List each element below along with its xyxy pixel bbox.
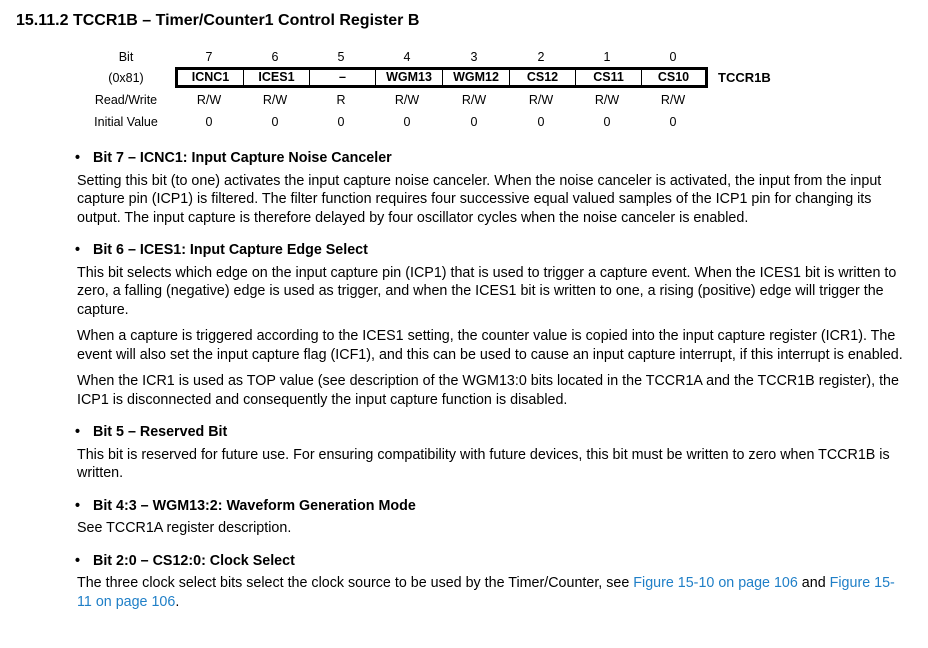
bullet-icon: • xyxy=(75,552,81,569)
register-name: TCCR1B xyxy=(718,70,771,85)
section-title: Bit 4:3 – WGM13:2: Waveform Generation Mode xyxy=(93,497,416,514)
bullet-heading xyxy=(75,552,905,571)
bullet-icon: • xyxy=(75,242,81,258)
section-bit20 xyxy=(77,552,907,612)
paragraph: See TCCR1A register description. xyxy=(77,520,292,536)
section-title: Bit 2:0 – CS12:0: Clock Select xyxy=(93,552,295,569)
initial-value: 0 xyxy=(271,115,279,129)
section-bit43 xyxy=(77,497,907,538)
bit-number: 7 xyxy=(205,50,213,64)
access-value: R/W xyxy=(394,93,420,107)
rw-row-label: Read/Write xyxy=(94,93,158,107)
bit-row-label: Bit xyxy=(118,50,134,64)
field-cs11: CS11 xyxy=(576,70,642,85)
section-title: Bit 7 – ICNC1: Input Capture Noise Canceler xyxy=(93,150,392,166)
access-value: R/W xyxy=(594,93,620,107)
bullet-icon: • xyxy=(75,424,81,440)
initial-value: 0 xyxy=(537,115,545,129)
section-title: Bit 6 – ICES1: Input Capture Edge Select xyxy=(93,242,368,258)
bit-number: 1 xyxy=(603,50,611,64)
bullet-icon: • xyxy=(75,497,81,514)
bit-number: 0 xyxy=(669,50,677,64)
initial-value: 0 xyxy=(669,115,677,129)
initial-value: 0 xyxy=(205,115,213,129)
initial-value: 0 xyxy=(603,115,611,129)
bit-number: 4 xyxy=(403,50,411,64)
paragraph xyxy=(77,574,907,611)
paragraph: This bit is reserved for future use. For ensuring compatibility with future devices, this bit must be written to zero when TCCR1B is written. xyxy=(77,446,890,481)
bit-number: 5 xyxy=(337,50,345,64)
bit-number: 6 xyxy=(271,50,279,64)
section-heading: 15.11.2 TCCR1B – Timer/Counter1 Control Register B xyxy=(16,12,420,29)
paragraph: Setting this bit (to one) activates the input capture noise canceler. When the noise canceler is activated, the input from the input capture pin (ICP1) is filtered. The filter function requires four successive equal valued samples of the ICP1 pin for changing its output. The input capture is therefore delayed by four oscillator cycles when the noise canceler is enabled. xyxy=(77,172,882,226)
field-cs10: CS10 xyxy=(657,70,690,84)
access-value: R/W xyxy=(528,93,554,107)
access-value: R/W xyxy=(660,93,686,107)
bullet-heading xyxy=(75,149,905,168)
section-title: Bit 5 – Reserved Bit xyxy=(93,424,228,440)
bullet-heading xyxy=(75,241,905,260)
field-wgm13: WGM13 xyxy=(376,70,443,85)
initial-value: 0 xyxy=(470,115,478,129)
bullet-icon: • xyxy=(75,150,81,166)
section-bit6 xyxy=(77,241,907,409)
register-box xyxy=(175,67,708,88)
bit-number: 3 xyxy=(470,50,478,64)
field-cs12: CS12 xyxy=(510,70,576,85)
field-reserved: – xyxy=(310,70,376,85)
paragraph: When a capture is triggered according to the ICES1 setting, the counter value is copied into the input capture register (ICR1). The event will also set the input capture flag (ICF1), and this can be used to cause an input capture interrupt, if this interrupt is enabled. xyxy=(77,328,903,363)
access-value: R/W xyxy=(461,93,487,107)
access-value: R xyxy=(336,93,346,107)
initial-value: 0 xyxy=(337,115,345,129)
bit-number: 2 xyxy=(537,50,545,64)
text-span: . xyxy=(175,593,180,610)
field-ices1: ICES1 xyxy=(244,70,310,85)
init-row-label: Initial Value xyxy=(94,115,158,129)
text-span: and xyxy=(797,575,830,591)
text-span: The three clock select bits select the clock source to be used by the Timer/Counter, see xyxy=(77,575,634,591)
bullet-heading xyxy=(75,423,905,442)
paragraph: When the ICR1 is used as TOP value (see description of the WGM13:0 bits located in the TCCR1A and the TCCR1B register), the ICP1 is disconnected and consequently the input capture function is disabled. xyxy=(77,373,899,408)
address-label: (0x81) xyxy=(108,71,144,85)
paragraph: This bit selects which edge on the input capture pin (ICP1) that is used to trigger a capture event. When the ICES1 bit is written to zero, a falling (negative) edge is used as trigger, and when the ICES1 bit is written to one, a rising (positive) edge will trigger the capture. xyxy=(77,264,897,318)
figure-link-15-11[interactable]: Figure 15-11 on page 106 xyxy=(77,575,895,610)
section-bit7 xyxy=(77,149,907,227)
access-value: R/W xyxy=(196,93,222,107)
field-icnc1: ICNC1 xyxy=(178,70,244,85)
bullet-heading xyxy=(75,497,905,516)
field-wgm12: WGM12 xyxy=(443,70,510,85)
section-bit5 xyxy=(77,423,907,483)
access-value: R/W xyxy=(262,93,288,107)
figure-link-15-10[interactable]: Figure 15-10 on page 106 xyxy=(633,575,798,591)
description-content xyxy=(77,149,907,625)
initial-value: 0 xyxy=(403,115,411,129)
